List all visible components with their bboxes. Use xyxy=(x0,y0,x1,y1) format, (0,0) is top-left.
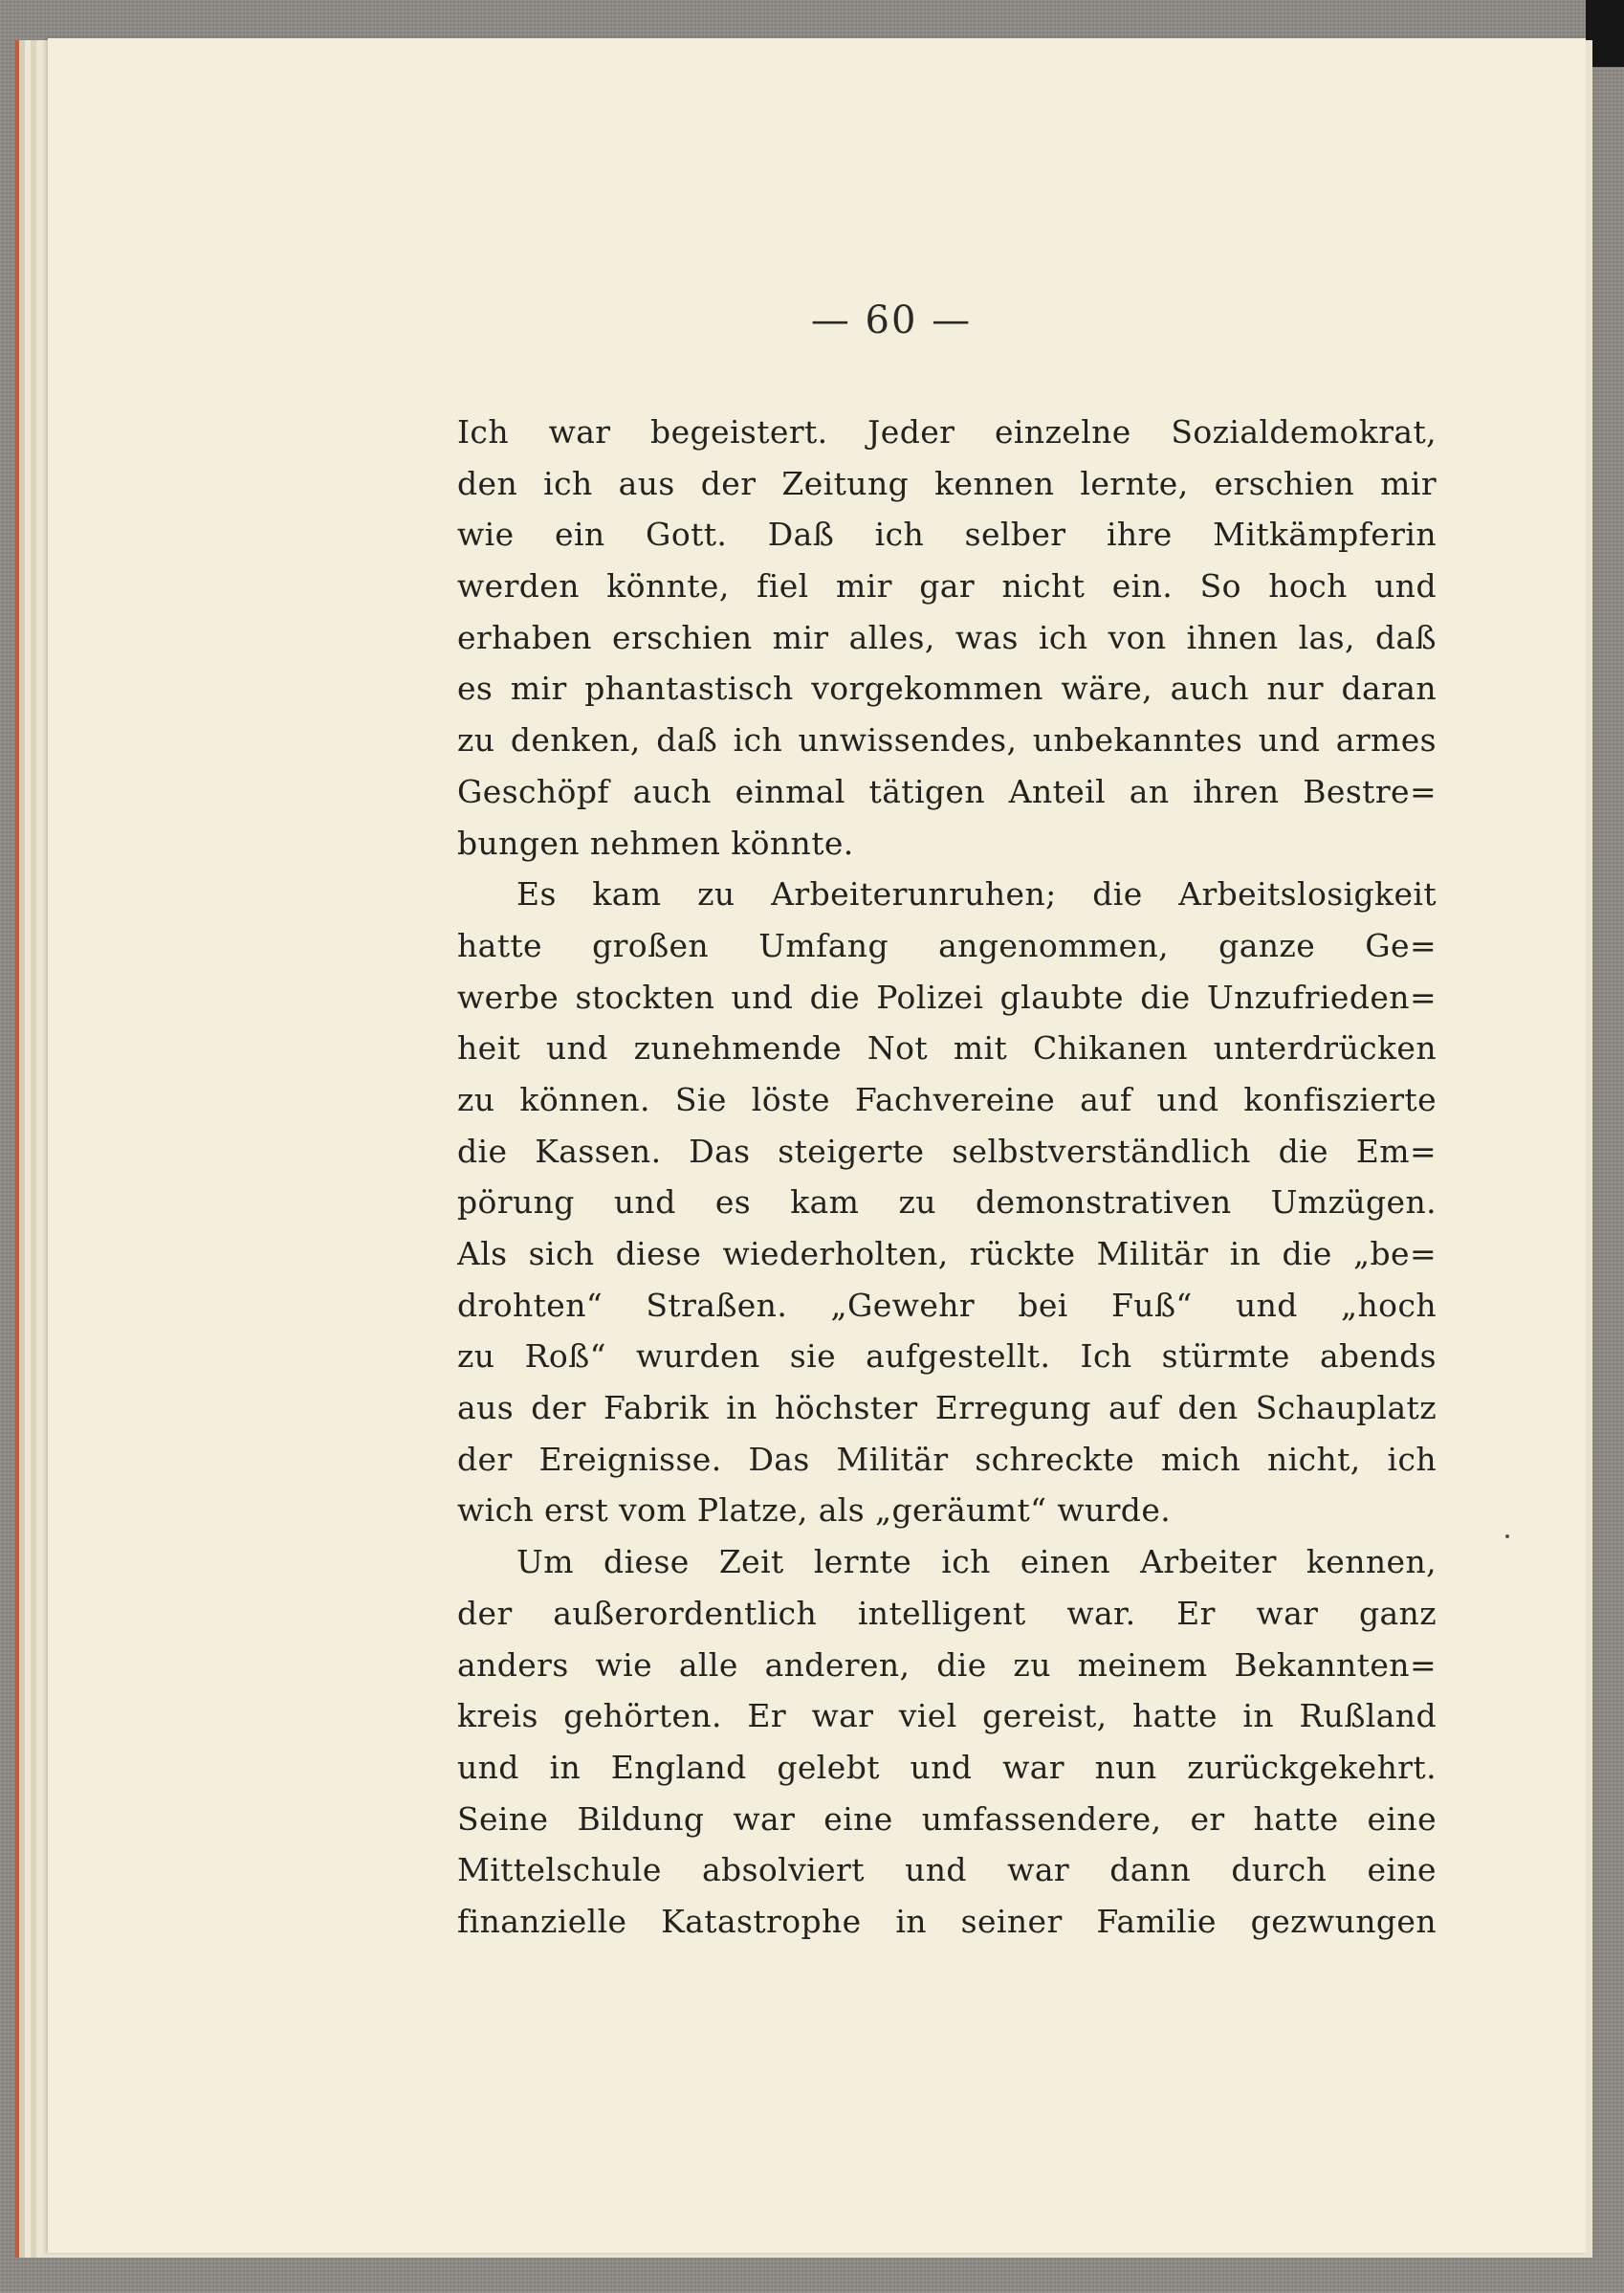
text-line: heit und zunehmende Not mit Chikanen unterdrücken xyxy=(457,1029,1437,1068)
text-line: hatte großen Umfang angenommen, ganze Ge= xyxy=(457,926,1437,964)
text-line: aus der Fabrik in höchster Erregung auf den Schauplatz xyxy=(457,1389,1437,1427)
text-line: der Ereignisse. Das Militär schreckte mich nicht, ich xyxy=(457,1440,1437,1478)
book-page xyxy=(48,38,1586,2253)
text-line: zu Roß“ wurden sie aufgestellt. Ich stürmte abends xyxy=(457,1337,1437,1376)
page-number: — 60 — xyxy=(810,298,973,342)
text-line: anders wie alle anderen, die zu meinem Bekannten= xyxy=(457,1645,1437,1684)
text-line: Ich war begeistert. Jeder einzelne Sozialdemokrat, xyxy=(457,413,1437,451)
text-line: Um diese Zeit lernte ich einen Arbeiter kennen, xyxy=(516,1543,1437,1581)
text-line: Es kam zu Arbeiterunruhen; die Arbeitslosigkeit xyxy=(516,875,1437,914)
text-line: werbe stockten und die Polizei glaubte die Unzufrieden= xyxy=(457,978,1437,1016)
text-line: drohten“ Straßen. „Gewehr bei Fuß“ und „hoch xyxy=(457,1286,1437,1324)
text-line: zu denken, daß ich unwissendes, unbekanntes und armes xyxy=(457,721,1437,760)
text-line: Seine Bildung war eine umfassendere, er hatte eine xyxy=(457,1799,1437,1838)
text-line: wie ein Gott. Daß ich selber ihre Mitkämpferin xyxy=(457,516,1437,554)
body-text xyxy=(457,407,1437,1948)
text-line: Geschöpf auch einmal tätigen Anteil an ihren Bestre= xyxy=(457,772,1437,810)
text-line: werden könnte, fiel mir gar nicht ein. So hoch und xyxy=(457,567,1437,606)
text-line: und in England gelebt und war nun zurückgekehrt. xyxy=(457,1748,1437,1786)
text-line: kreis gehörten. Er war viel gereist, hatte in Rußland xyxy=(457,1697,1437,1735)
paper-speck xyxy=(1505,1534,1509,1538)
text-line: der außerordentlich intelligent war. Er war ganz xyxy=(457,1594,1437,1632)
text-line: zu können. Sie löste Fachvereine auf und konfiszierte xyxy=(457,1080,1437,1118)
text-line: den ich aus der Zeitung kennen lernte, erschien mir xyxy=(457,464,1437,502)
text-line: bungen nehmen könnte. xyxy=(457,824,854,862)
text-line: pörung und es kam zu demonstrativen Umzügen. xyxy=(457,1183,1437,1222)
text-line: wich erst vom Platze, als „geräumt“ wurde. xyxy=(457,1491,1172,1530)
text-line: Als sich diese wiederholten, rückte Militär in die „be= xyxy=(457,1235,1437,1272)
text-line: finanzielle Katastrophe in seiner Familie gezwungen xyxy=(457,1902,1437,1940)
text-line: Mittelschule absolviert und war dann durch eine xyxy=(457,1851,1437,1889)
text-line: es mir phantastisch vorgekommen wäre, auch nur daran xyxy=(457,670,1437,708)
text-line: die Kassen. Das steigerte selbstverständlich die Em= xyxy=(457,1132,1437,1170)
text-line: erhaben erschien mir alles, was ich von ihnen las, daß xyxy=(457,618,1437,656)
